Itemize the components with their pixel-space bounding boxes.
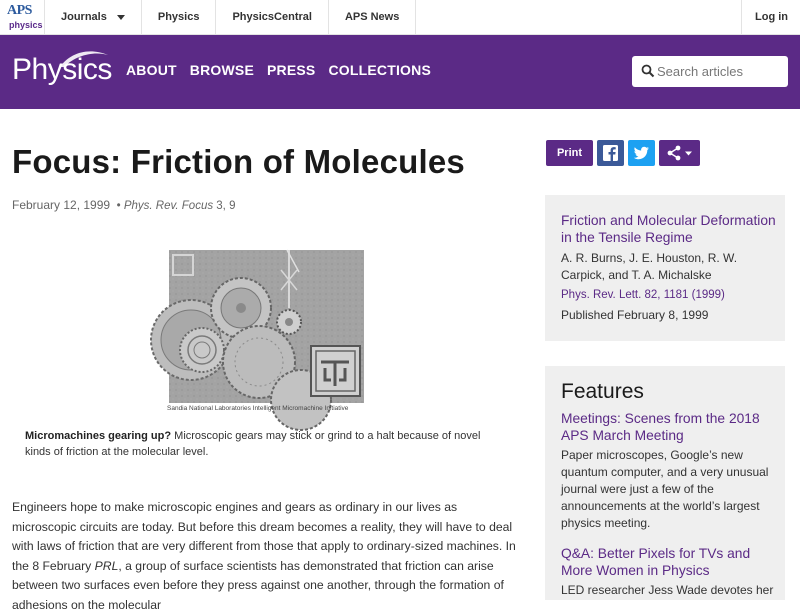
top-utility-bar	[0, 0, 800, 35]
nav-press[interactable]: PRESS	[266, 62, 316, 78]
physics-logo[interactable]	[12, 49, 110, 89]
physics-logo-text: Physics	[12, 53, 112, 86]
main-nav	[126, 62, 431, 78]
features-heading: Features	[561, 380, 644, 403]
feature-item-description: Paper microscopes, Google’s new quantum computer, and a very unusual journal were just a few of the announcements at the world’s largest physics meeting.	[561, 448, 769, 530]
feature-item-title-link[interactable]: Meetings: Scenes from the 2018 APS March Meeting	[561, 411, 760, 443]
main-header	[0, 35, 800, 109]
nav-browse[interactable]: BROWSE	[189, 62, 254, 78]
search-input[interactable]	[657, 60, 783, 83]
facebook-icon	[597, 140, 624, 166]
aps-logo[interactable]	[6, 3, 44, 33]
top-nav	[44, 0, 416, 35]
citation[interactable]: • Phys. Rev. Focus 3, 9	[113, 200, 236, 212]
top-nav-physicscentral[interactable]: PhysicsCentral	[215, 0, 327, 35]
chevron-down-icon	[117, 15, 125, 20]
reference-journal-link[interactable]: Phys. Rev. Lett. 82, 1181 (1999)	[561, 289, 725, 301]
article-figure-micromachine[interactable]	[169, 250, 364, 403]
share-toolbar	[546, 140, 700, 166]
features-panel	[545, 366, 785, 600]
reference-title-link[interactable]: Friction and Molecular Deformation in the Tensile Regime	[561, 213, 776, 245]
share-menu-button[interactable]	[659, 140, 700, 166]
reference-card	[545, 195, 785, 341]
search-box	[632, 56, 788, 87]
top-nav-journals[interactable]	[44, 0, 141, 35]
reference-authors: A. R. Burns, J. E. Houston, R. W. Carpick, and T. A. Michalske	[561, 251, 738, 282]
feature-item-description: LED researcher Jess Wade devotes her	[561, 583, 774, 597]
twitter-share-button[interactable]	[628, 140, 655, 166]
micromachine-gears-image	[169, 250, 364, 403]
citation-volume: 3, 9	[213, 200, 236, 212]
reference-published-date: Published February 8, 1999	[561, 308, 709, 322]
aps-logo-text: APS	[7, 3, 32, 18]
nav-about[interactable]: ABOUT	[126, 62, 177, 78]
page-title: Focus: Friction of Molecules	[12, 143, 465, 180]
nav-collections[interactable]: COLLECTIONS	[328, 62, 431, 78]
login-link[interactable]: Log in	[741, 0, 800, 35]
top-nav-physics[interactable]: Physics	[141, 0, 216, 35]
figure-credit: Sandia National Laboratories Intelligent Micromachine Initiative	[167, 405, 349, 412]
top-nav-journals-label: Journals	[61, 11, 107, 23]
body-paragraph-part1: Engineers hope to make microscopic engines and gears as ordinary in our lives as microscopic circuits are today. But before this dream becomes a reality, they will have to deal with laws of friction that are very different from those that apply to ordinary-sized machines. In the 8 February	[12, 500, 516, 573]
journal-abbrev-link[interactable]: PRL	[94, 558, 119, 573]
body-paragraph-part2: , a group of surface scientists has demonstrated that friction can arise between two surfaces even before they press against one another, through the formation of adhesions on the molecular	[12, 558, 504, 612]
publication-date: February 12, 1999	[12, 198, 111, 212]
logo-swoosh-icon	[58, 49, 110, 69]
figure-caption	[25, 428, 505, 460]
print-button[interactable]: Print	[546, 140, 593, 166]
aps-logo-subtext: physics	[9, 20, 43, 30]
search-icon	[641, 64, 655, 78]
caption-lead: Micromachines gearing up?	[25, 430, 172, 442]
twitter-icon	[628, 140, 655, 166]
article-body	[12, 498, 522, 616]
share-icon	[659, 140, 700, 166]
article-dateline	[12, 198, 235, 212]
feature-item-title-link[interactable]: Q&A: Better Pixels for TVs and More Women in Physics	[561, 546, 751, 578]
citation-journal: Phys. Rev. Focus	[123, 200, 214, 212]
top-nav-aps-news[interactable]: APS News	[328, 0, 416, 35]
caption-text: Microscopic gears may stick or grind to a halt because of novel kinds of friction at the molecular level.	[25, 430, 481, 458]
facebook-share-button[interactable]	[597, 140, 624, 166]
